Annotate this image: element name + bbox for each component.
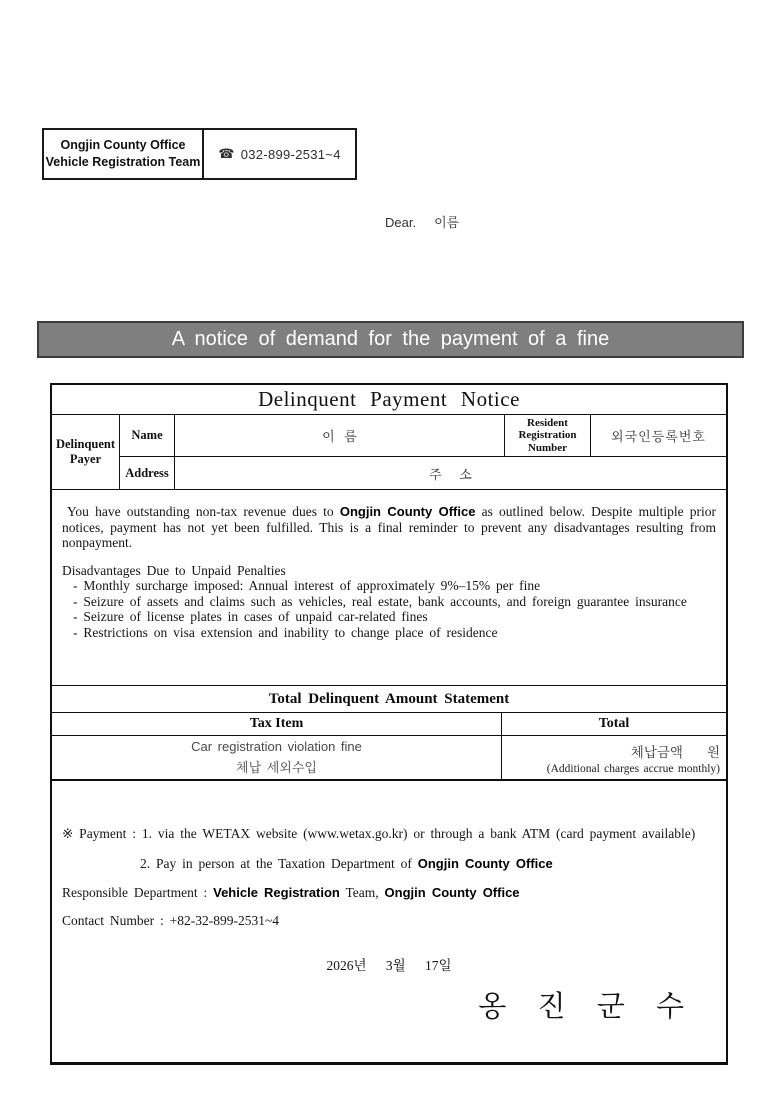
disadvantage-item: - Seizure of assets and claims such as vehicles, real estate, bank accounts, and foreign guarantee insurance (73, 593, 687, 609)
tax-item-korean: 체납 세외수입 (236, 760, 317, 775)
org-name-bold: Ongjin County Office (339, 504, 476, 519)
notice-banner (37, 321, 744, 358)
amount-value: 체납금액 (630, 744, 683, 760)
issue-date: 2026년 3월 17일 (326, 958, 452, 973)
address-value: 주 소 (429, 466, 472, 482)
sender-org-line2: Vehicle Registration Team (45, 155, 201, 169)
notice-body (52, 490, 726, 686)
column-header-tax-item: Tax Item (52, 713, 502, 735)
statement-header-row (52, 713, 726, 736)
name-label: Name (120, 415, 175, 457)
amount-line (631, 741, 720, 761)
disadvantages-heading: Disadvantages Due to Unpaid Penalties (62, 562, 286, 578)
total-cell (502, 736, 726, 779)
notice-footer (52, 781, 726, 1062)
dept-label: Responsible Department : (62, 885, 214, 900)
payer-info-grid (52, 415, 726, 490)
sender-org-line1: Ongjin County Office (60, 138, 186, 152)
sender-phone-cell (204, 130, 355, 178)
intro-paragraph (62, 504, 716, 551)
sender-org (44, 130, 204, 178)
salutation-label: Dear. (385, 215, 417, 230)
notice-title: Delinquent Payment Notice (52, 385, 726, 415)
resident-registration-number-value: 외국인등록번호 (591, 415, 726, 457)
statement-title: Total Delinquent Amount Statement (52, 686, 726, 713)
salutation (385, 212, 459, 231)
amount-unit: 원 (706, 744, 720, 760)
address-label: Address (120, 457, 175, 489)
payer-row-label: Delinquent Payer (52, 415, 120, 489)
payment-line-2-text: 2. Pay in person at the Taxation Department of (140, 856, 418, 871)
intro-text-2: as outlined below. Despite multiple prior notices, payment has not yet been fulfilled. This is a final reminder to prevent any disadvantages resulting from nonpayment. (62, 504, 716, 550)
name-value: 이 름 (175, 415, 505, 457)
sender-info-box (42, 128, 357, 180)
org-name-bold: Ongjin County Office (384, 885, 520, 900)
dept-mid-text: Team, (339, 885, 385, 900)
disadvantage-item: - Seizure of license plates in cases of unpaid car-related fines (73, 609, 428, 624)
banner-title: A notice of demand for the payment of a fine (171, 328, 610, 350)
intro-text-1: You have outstanding non-tax revenue dues to (67, 504, 340, 519)
resident-registration-number-label: Resident Registration Number (505, 415, 591, 457)
sender-phone-number: 032-899-2531~4 (240, 146, 341, 162)
disadvantage-item: - Monthly surcharge imposed: Annual interest of approximately 9%–15% per fine (73, 578, 541, 593)
dept-team-bold: Vehicle Registration (213, 885, 340, 900)
disadvantage-item: - Restrictions on visa extension and inability to change place of residence (73, 624, 498, 640)
recipient-name: 이름 (434, 215, 460, 230)
amount-note: (Additional charges accrue monthly) (546, 762, 720, 775)
phone-icon: ☎ (218, 146, 235, 161)
tax-item-cell (52, 736, 502, 779)
org-name-bold: Ongjin County Office (417, 856, 553, 871)
signature-county-governor: 옹 진 군 수 (478, 991, 686, 1023)
statement-data-row (52, 736, 726, 781)
column-header-total: Total (598, 716, 630, 731)
responsible-department-line (62, 885, 520, 901)
delinquent-notice-table (50, 383, 728, 1065)
payment-line-2 (140, 856, 553, 872)
payment-line-1: ※ Payment : 1. via the WETAX website (www.wetax.go.kr) or through a bank ATM (card payment available) (62, 826, 696, 841)
contact-number-line: Contact Number : +82-32-899-2531~4 (62, 913, 280, 928)
tax-item-english: Car registration violation fine (191, 739, 362, 754)
